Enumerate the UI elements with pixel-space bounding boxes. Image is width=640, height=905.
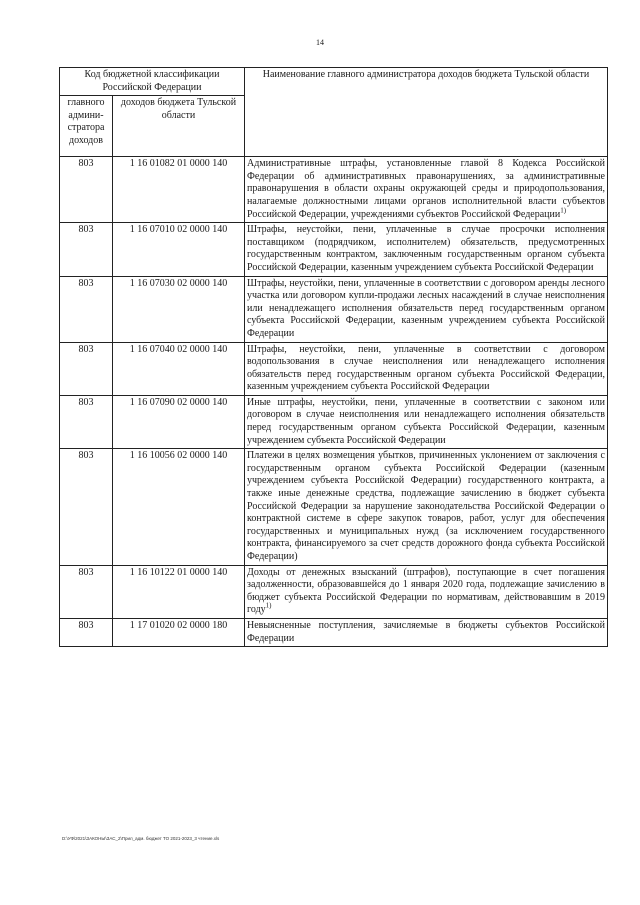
- table-row: [60, 157, 608, 223]
- admin-code-cell: 803: [60, 342, 113, 395]
- revenue-name-cell: [245, 449, 608, 565]
- revenue-administrators-table: [59, 67, 608, 647]
- footnote-marker: 1): [265, 602, 272, 611]
- admin-code-cell: 803: [60, 157, 113, 223]
- table-row: [60, 449, 608, 565]
- revenue-name-cell: [245, 565, 608, 618]
- budget-code-cell: 1 16 10122 01 0000 140: [113, 565, 245, 618]
- table-row: [60, 276, 608, 342]
- revenue-name-text: Административные штрафы, установленные главой 8 Кодекса Российской Федерации об административных правонарушениях, за административные правонарушения в области охраны окружающей среды и природопользования, налагаемые должностными лицами органов исполнительной власти субъектов Российской Федерации, учреждениями субъектов Российской Федерации: [247, 158, 605, 220]
- revenue-name-cell: [245, 276, 608, 342]
- name-column-header: Наименование главного администратора доходов бюджета Тульской области: [245, 68, 608, 157]
- admin-code-cell: 803: [60, 449, 113, 565]
- admin-code-cell: 803: [60, 223, 113, 276]
- table-row: [60, 565, 608, 618]
- revenue-name-text: Штрафы, неустойки, пени, уплаченные в соответствии с договором водопользования в случае неисполнения или ненадлежащего исполнения обязательств перед государственным органом субъекта Российской Федерации, казенным учреждением субъекта Российской Федерации: [247, 343, 605, 393]
- revenue-name-text: Штрафы, неустойки, пени, уплаченные в соответствии с договором аренды лесного участка или договором купли-продажи лесных насаждений в случае неисполнения или ненадлежащего исполнения обязательств перед государственным органом субъекта Российской Федерации, казенным учреждением субъекта Российской Федерации: [247, 277, 605, 339]
- budget-code-cell: 1 17 01020 02 0000 180: [113, 618, 245, 646]
- code-group-header: Код бюджетной классификации Российской Федерации: [60, 68, 245, 96]
- admin-code-cell: 803: [60, 276, 113, 342]
- budget-code-cell: 1 16 07030 02 0000 140: [113, 276, 245, 342]
- admin-code-cell: 803: [60, 618, 113, 646]
- revenue-column-header: доходов бюджета Тульской области: [113, 96, 245, 157]
- budget-code-cell: 1 16 07040 02 0000 140: [113, 342, 245, 395]
- page-number: 14: [316, 38, 324, 47]
- admin-code-cell: 803: [60, 565, 113, 618]
- table-row: [60, 223, 608, 276]
- footnote-marker: 1): [560, 206, 567, 215]
- revenue-name-cell: [245, 223, 608, 276]
- table-row: [60, 395, 608, 448]
- revenue-name-text: Штрафы, неустойки, пени, уплаченные в случае просрочки исполнения поставщиком (подрядчиком, исполнителем) обязательств, предусмотренных государственным контрактом, заключенным государственным органом субъекта Российской Федерации, казенным учреждением субъекта Российской Федерации: [247, 224, 605, 273]
- admin-column-header: главного админи-стратора доходов: [60, 96, 113, 157]
- table-row: [60, 618, 608, 646]
- revenue-name-text: Невыясненные поступления, зачисляемые в бюджеты субъектов Российской Федерации: [247, 619, 605, 644]
- budget-code-cell: 1 16 01082 01 0000 140: [113, 157, 245, 223]
- file-path-footer: D:\УФ\2021\ЗАКОНЫ\ЗАС_2\Прил_адм. бюджет ТО 2021-2023_3 чтение.xls: [62, 836, 220, 841]
- revenue-name-cell: [245, 342, 608, 395]
- revenue-name-cell: [245, 395, 608, 448]
- admin-code-cell: 803: [60, 395, 113, 448]
- table-header-row: [60, 68, 608, 96]
- revenue-name-text: Доходы от денежных взысканий (штрафов), поступающие в счет погашения задолженности, образовавшейся до 1 января 2020 года, подлежащие зачислению в бюджет субъекта Российской Федерации по нормативам, действовавшим в 2019 году: [247, 566, 605, 616]
- revenue-name-cell: [245, 157, 608, 223]
- revenue-name-text: Платежи в целях возмещения убытков, причиненных уклонением от заключения с государственным органом субъекта Российской Федерации (казенным учреждением субъекта Российской Федерации) государственного контракта, а также иные денежные средства, подлежащие зачислению в бюджет субъекта Российской Федерации за нарушение законодательства Российской Федерации о контрактной системе в сфере закупок товаров, работ, услуг для обеспечения государственных и муниципальных нужд (за исключением государственного контракта, финансируемого за счет средств дорожного фонда субъекта Российской Федерации): [247, 450, 605, 562]
- table-row: [60, 342, 608, 395]
- budget-code-cell: 1 16 10056 02 0000 140: [113, 449, 245, 565]
- budget-code-cell: 1 16 07010 02 0000 140: [113, 223, 245, 276]
- revenue-name-text: Иные штрафы, неустойки, пени, уплаченные в соответствии с законом или договором в случае неисполнения или ненадлежащего исполнения обязательств перед государственным органом субъекта Российской Федерации, казенным учреждением субъекта Российской Федерации: [247, 396, 605, 446]
- budget-code-cell: 1 16 07090 02 0000 140: [113, 395, 245, 448]
- revenue-name-cell: [245, 618, 608, 646]
